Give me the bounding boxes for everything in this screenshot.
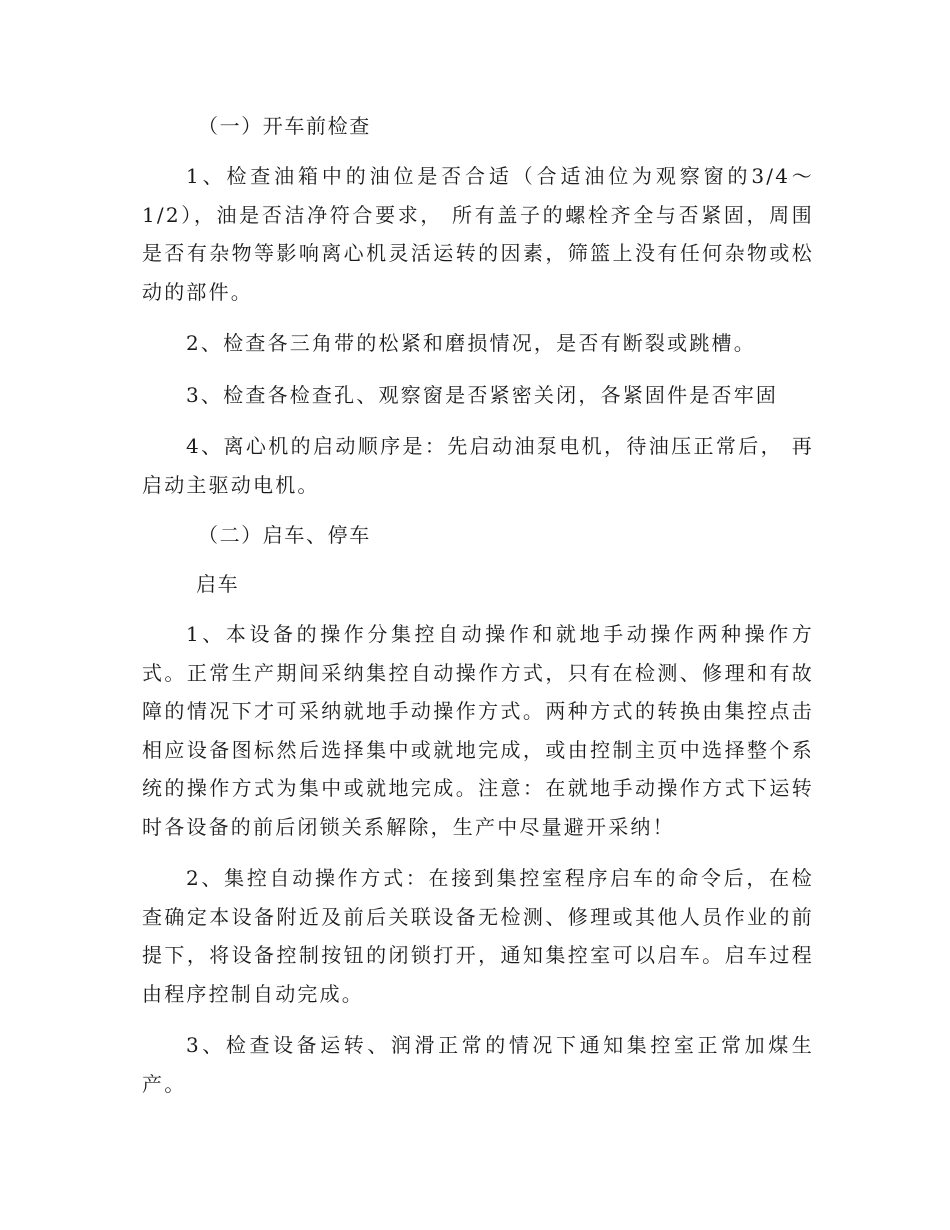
paragraph-check-inspection-holes: 3、检查各检查孔、观察窗是否紧密关闭，各紧固件是否牢固 (186, 382, 779, 407)
paragraph-operation-modes: 1、本设备的操作分集控自动操作和就地手动操作两种操作方式。正常生产期间采纳集控自动操作方式，只有在检测、修理和有故障的情况下才可采纳就地手动操作方式。两种方式的转换由集控点击相应设备图标然后选择集中或就地完成，或由控制主页中选择整个系统的操作方式为集中或就地完成。注意：在就地手动操作方式下运转时各设备的前后闭锁关系解除，生产中尽量避开采纳！ (142, 622, 814, 839)
section-heading-start-stop: （二）启车、停车 (198, 523, 371, 547)
paragraph-start-sequence: 4、离心机的启动顺序是：先启动油泵电机，待油压正常后， 再启动主驱动电机。 (142, 434, 814, 497)
section-heading-pre-start-check: （一）开车前检查 (198, 114, 371, 138)
paragraph-notify-control-room: 3、检查设备运转、润滑正常的情况下通知集控室正常加煤生产。 (142, 1033, 814, 1096)
paragraph-centralized-auto-operation: 2、集控自动操作方式：在接到集控室程序启车的命令后，在检查确定本设备附近及前后关联设备无检测、修理或其他人员作业的前提下，将设备控制按钮的闭锁打开，通知集控室可以启车。启车过程由程序控制自动完成。 (142, 866, 814, 1006)
document-page (142, 108, 814, 1116)
paragraph-check-oil-level: 1、检查油箱中的油位是否合适（合适油位为观察窗的3/4～1/2），油是否洁净符合要求， 所有盖子的螺栓齐全与否紧固，周围是否有杂物等影响离心机灵活运转的因素，筛篮上没有任何杂物或松动的部件。 (142, 164, 814, 304)
sub-heading-start: 启车 (196, 572, 240, 596)
paragraph-check-v-belts: 2、检查各三角带的松紧和磨损情况，是否有断裂或跳槽。 (186, 331, 756, 355)
